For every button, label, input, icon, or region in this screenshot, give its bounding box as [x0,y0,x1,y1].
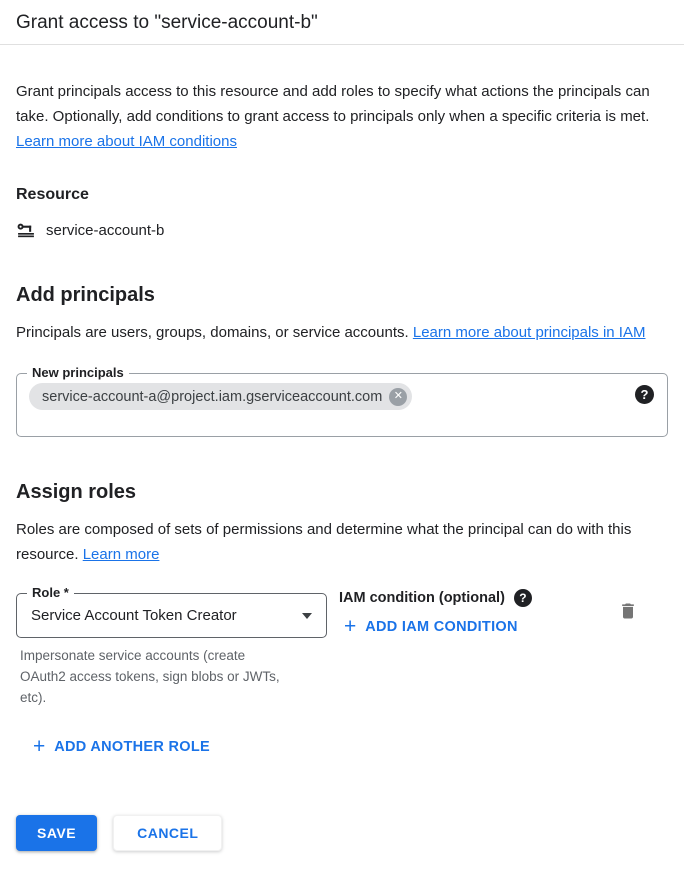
add-principals-heading: Add principals [16,284,155,306]
roles-description [16,517,668,567]
iam-condition-label: IAM condition (optional) [339,590,505,606]
trash-icon [618,609,638,624]
new-principals-field[interactable] [16,365,668,437]
cancel-button[interactable]: CANCEL [113,815,222,851]
service-account-icon [16,220,36,240]
principals-description [16,320,668,345]
role-select-label: Role * [27,585,74,601]
dropdown-arrow-icon [302,613,312,619]
principal-chip-value: service-account-a@project.iam.gserviceaccount.com [42,388,383,405]
intro-paragraph [16,79,668,154]
delete-role-button[interactable] [618,601,638,624]
plus-icon: + [344,615,357,638]
role-row [16,585,668,708]
role-helper-text: Impersonate service accounts (create OAuth2 access tokens, sign blobs or JWTs, etc). [20,648,280,705]
plus-icon: + [33,735,46,758]
learn-more-principals-link[interactable]: Learn more about principals in IAM [412,324,646,341]
roles-description-text: Roles are composed of sets of permissions and determine what the principal can do with this resource. [16,521,632,563]
dialog-title: Grant access to "service-account-b" [16,12,318,33]
principal-chip[interactable] [29,383,412,410]
add-another-role-label: ADD ANOTHER ROLE [54,739,210,755]
add-another-role-button[interactable] [33,735,210,758]
add-iam-condition-label: ADD IAM CONDITION [365,619,518,635]
roles-learn-more-link[interactable]: Learn more [82,546,160,563]
role-select-value: Service Account Token Creator [31,607,237,624]
role-column [16,585,327,708]
principals-description-text: Principals are users, groups, domains, or service accounts. [16,324,409,341]
dialog-body [0,79,684,758]
principals-help-icon[interactable]: ? [635,385,654,404]
learn-more-iam-conditions-link[interactable]: Learn more about IAM conditions [16,133,237,150]
chip-remove-icon[interactable]: ✕ [389,388,407,406]
iam-condition-column [339,589,532,638]
new-principals-label: New principals [27,365,129,381]
save-button[interactable]: SAVE [16,815,97,851]
resource-heading: Resource [16,186,89,203]
resource-item [16,220,668,240]
intro-text: Grant principals access to this resource and add roles to specify what actions the principals can take. Optionally, add conditions to grant access to principals only when a specific criteria is met. [16,83,650,125]
iam-condition-label-row [339,589,532,607]
iam-condition-help-icon[interactable]: ? [514,589,532,607]
role-select[interactable] [16,585,327,638]
dialog-footer [0,815,684,851]
add-iam-condition-button[interactable] [344,615,518,638]
dialog-header [0,0,684,45]
resource-name: service-account-b [46,221,165,239]
assign-roles-heading: Assign roles [16,481,137,503]
